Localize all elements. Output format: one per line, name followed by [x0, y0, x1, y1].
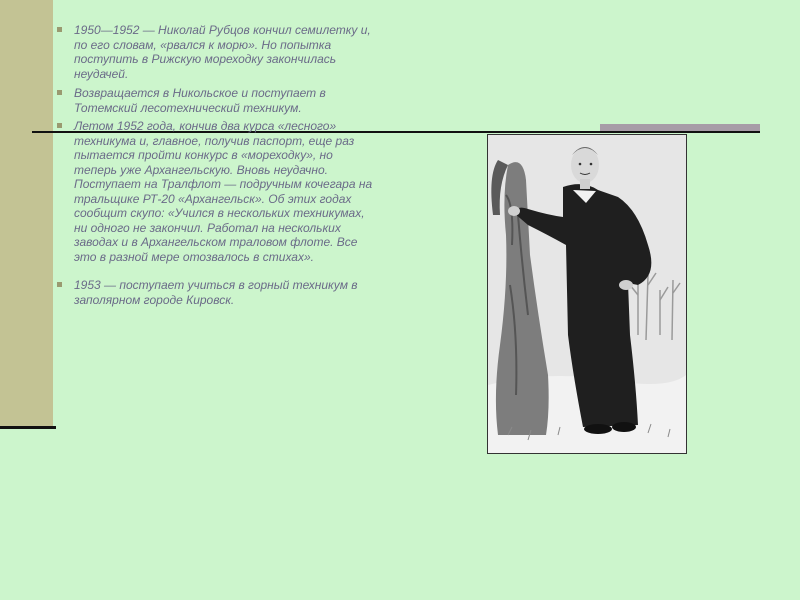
bullet-item: [54, 23, 374, 81]
bullet-text: 1950—1952 — Николай Рубцов кончил семилетку и, по его словам, «рвался к морю». Но попытка поступить в Рижскую мореходку закончилась неудачей.: [74, 23, 371, 81]
bullet-list: [54, 18, 374, 307]
portrait-photo: [487, 134, 687, 454]
bullet-item: [54, 278, 374, 307]
left-decorative-bar: [0, 0, 53, 428]
bullet-text: Летом 1952 года, кончив два курса «лесного» техникума и, главное, получив паспорт, еще раз пытается пройти конкурс в «мореходку», но теперь уже Архангельскую. Вновь неудачно. Поступает на Тралфлот — подручным кочегара на тральщике РТ-20 «Архангельск». Об этих годах сообщит скупо: «Учился в нескольких техникумах, ни одного не закончил. Работал на нескольких заводах и в Архангельском траловом флоте. Все это в разной мере отозвалось в стихах».: [74, 119, 373, 264]
bullet-text: Возвращается в Никольское и поступает в Тотемский лесотехнический техникум.: [74, 86, 326, 115]
bullet-item: [54, 119, 374, 264]
bullet-item: [54, 86, 374, 115]
bullet-text: 1953 — поступает учиться в горный техникум в заполярном городе Кировск.: [74, 278, 358, 307]
bullet-marker: [57, 27, 62, 32]
left-bar-underline: [0, 426, 56, 429]
bullet-marker: [57, 282, 62, 287]
bullet-marker: [57, 123, 62, 128]
bullet-marker: [57, 90, 62, 95]
